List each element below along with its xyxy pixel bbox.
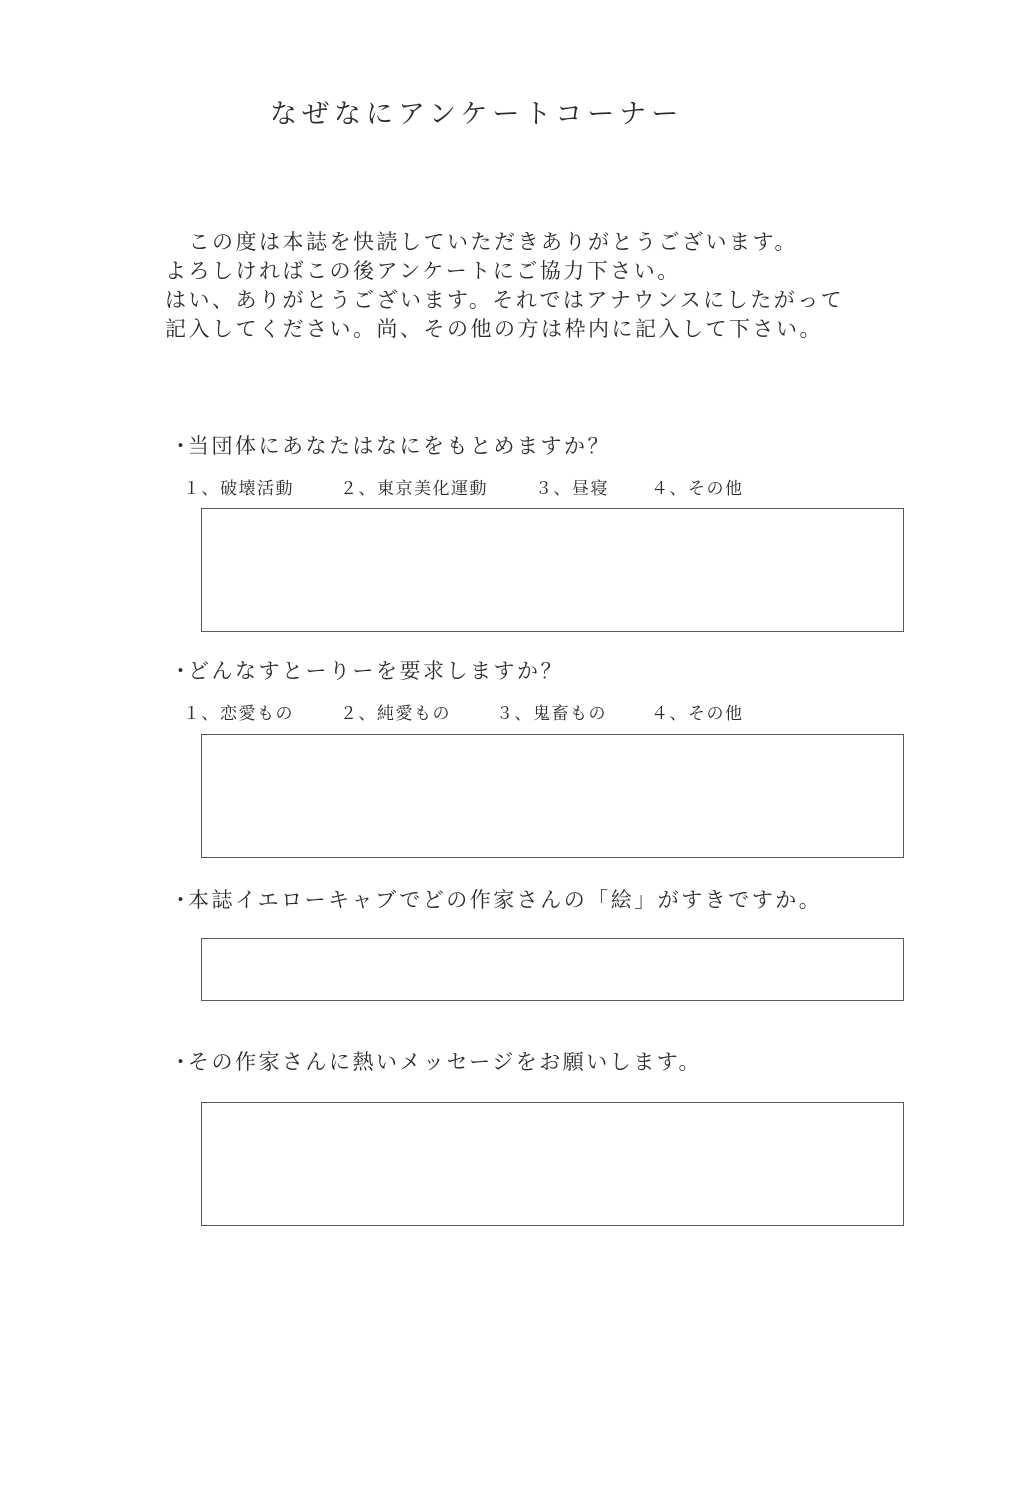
question-text: 本誌イエローキャブでどの作家さんの「絵」がすきですか。	[188, 888, 823, 912]
answer-box-1[interactable]	[201, 508, 904, 632]
bullet-mark: ・	[170, 1050, 194, 1074]
option-2[interactable]: ２、東京美化運動	[340, 479, 488, 499]
option-4[interactable]: ４、その他	[651, 479, 744, 499]
bullet-mark: ・	[170, 659, 194, 683]
page-title: なぜなにアンケートコーナー	[270, 99, 684, 130]
question-2	[170, 655, 564, 685]
option-3[interactable]: ３、鬼畜もの	[496, 704, 607, 724]
question-text: どんなすとーりーを要求しますか？	[188, 659, 564, 683]
option-1[interactable]: １、恋愛もの	[183, 704, 294, 724]
intro-line: はい、ありがとうございます。それではアナウンスにしたがって	[165, 288, 845, 312]
option-4[interactable]: ４、その他	[651, 704, 744, 724]
question-text: その作家さんに熱いメッセージをお願いします。	[188, 1050, 703, 1074]
question-3	[170, 884, 822, 914]
bullet-mark: ・	[170, 434, 194, 458]
bullet-mark: ・	[170, 888, 194, 912]
answer-box-4[interactable]	[201, 1102, 904, 1226]
option-3[interactable]: ３、昼寝	[535, 479, 609, 499]
intro-line: 記入してください。尚、その他の方は枠内に記入して下さい。	[165, 317, 823, 341]
intro-text	[165, 228, 844, 344]
intro-line: よろしければこの後アンケートにご協力下さい。	[165, 259, 681, 283]
question-4	[170, 1046, 702, 1076]
option-2[interactable]: ２、純愛もの	[340, 704, 451, 724]
intro-line: この度は本誌を快読していただきありがとうございます。	[165, 230, 798, 254]
question-1	[170, 430, 611, 460]
answer-box-3[interactable]	[201, 938, 904, 1001]
question-text: 当団体にあなたはなにをもとめますか？	[188, 434, 611, 458]
option-1[interactable]: １、破壊活動	[183, 479, 294, 499]
answer-box-2[interactable]	[201, 734, 904, 858]
